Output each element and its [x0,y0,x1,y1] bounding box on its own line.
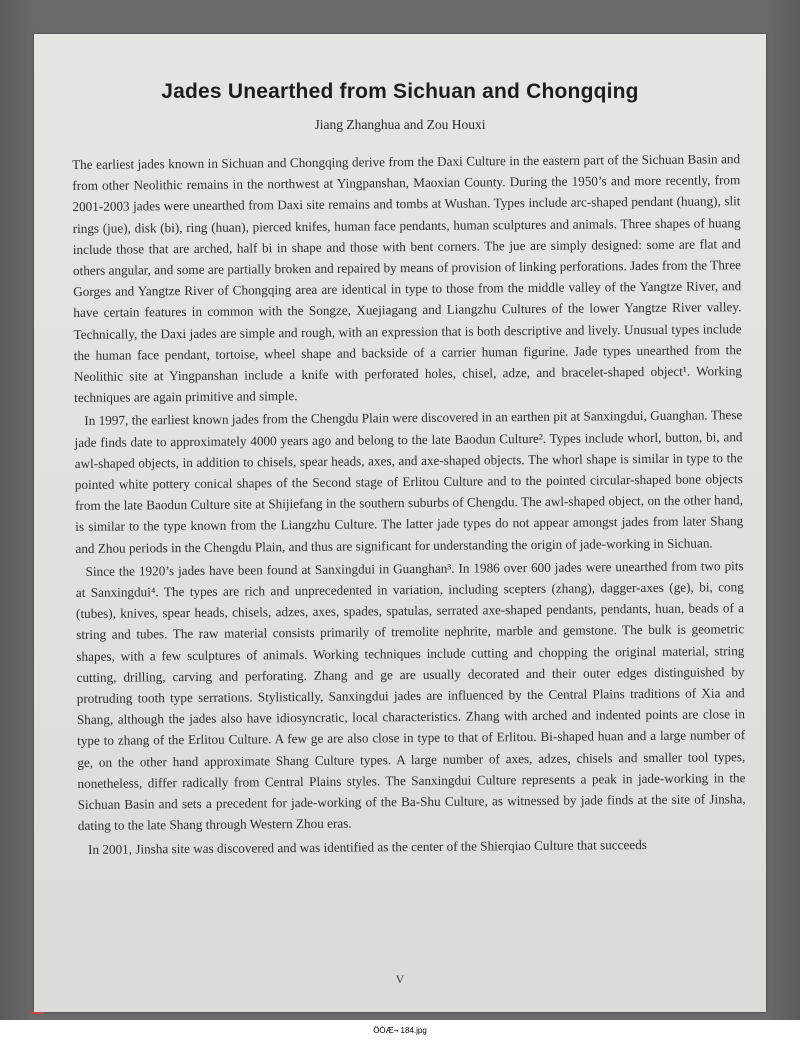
document-page [34,34,766,1012]
paragraph-daxi-culture: The earliest jades known in Sichuan and Chongqing derive from the Daxi Culture in the eastern part of the Sichuan Basin and from other Neolithic remains in the northwest at Yingpanshan, Maoxian County. During the 1950’s and more recently, from 2001-2003 jades were unearthed from Daxi site remains and tombs at Wushan. Types include arc-shaped pendant (huang), slit rings (jue), disk (bi), ring (huan), pierced knifes, human face pendants, human sculptures and animals. Three shapes of huang include those that are arched, half bi in shape and those with bent corners. The jue are simply designed: some are flat and others angular, and some are partially broken and repaired by means of provision of linking perforations. Jades from the Three Gorges and Yangtze River of Chongqing area are identical in type to those from the middle valley of the Yangtze River, and have certain features in common with the Songze, Xuejiagang and Liangzhu Cultures of the lower Yangtze River valley. Technically, the Daxi jades are simple and rough, with an expression that is both descriptive and lively. Unusual types include the human face pendant, tortoise, wheel shape and backside of a carrier human figurine. Jade types unearthed from the Neolithic site at Yingpanshan include a knife with perforated holes, chisel, adze, and bracelet-shaped object¹. Working techniques are again primitive and simple. [72,151,742,406]
file-caption: ÖÒÆ¬ 184.jpg [373,1026,427,1035]
paragraph-baodun-culture: In 1997, the earliest known jades from the Chengdu Plain were discovered in an earthen pit at Sanxingdui, Guanghan. These jade finds date to approximately 4000 years ago and belong to the late Baodun Culture². Types include whorl, button, bi, and awl-shaped objects, in addition to chisels, spear heads, axes, and axe-shaped objects. The whorl shape is similar in type to the pointed white pottery conical shapes of the Second stage of Erlitou Culture and to the pointed circular-shaped bone objects from the late Baodun Culture site at Shijiefang in the southern suburbs of Chengdu. The awl-shaped object, on the other hand, is similar to the type known from the Liangzhu Culture. The latter jade types do not appear amongst jades from later Shang and Zhou periods in the Chengdu Plain, and thus are significant for understanding the origin of jade-working in Sichuan. [74,407,744,556]
page-number: V [395,972,405,986]
article-body [72,148,746,862]
article-authors: Jiang Zhanghua and Zou Houxi [314,117,486,132]
article-title: Jades Unearthed from Sichuan and Chongqing [161,80,639,103]
paragraph-jinsha-site: In 2001, Jinsha site was discovered and was identified as the center of the Shierqiao Culture that succeeds [87,836,647,857]
paragraph-sanxingdui-jades: Since the 1920’s jades have been found at Sanxingdui in Guanghan³. In 1986 over 600 jades were unearthed from two pits at Sanxingdui⁴. The types are rich and unprecedented in variation, including scepters (zhang), dagger-axes (ge), bi, cong (tubes), knives, spear heads, chisels, adzes, axes, spades, spatulas, serrated axe-shaped pendants, pendants, huan, beads of a string and tubes. The raw material consists primarily of tremolite nephrite, marble and gemstone. The bulk is geometric shapes, with a few sculptures of animals. Working techniques include cutting and chopping the original material, string cutting, drilling, carving and perforating. Zhang and ge are usually decorated and their outer edges distinguished by protruding tooth type serrations. Stylistically, Sanxingdui jades are influenced by the Central Plains traditions of Xia and Shang, although the jades also have idiosyncratic, local characteristics. Zhang with arched and indented points are close in type to zhang of the Erlitou Culture. A few ge are also close in type to that of Erlitou. Bi-shaped huan and a large number of ge, on the other hand approximate Shang Culture types. A large number of axes, adzes, chisels and smaller tool types, nonetheless, differ radically from Central Plains styles. The Sanxingdui Culture represents a peak in jade-working in the Sichuan Basin and sets a precedent for jade-working of the Ba-Shu Culture, as witnessed by jade finds at the site of Jinsha, dating to the late Shang through Western Zhou eras. [75,558,746,834]
red-edge-mark [30,1012,44,1014]
